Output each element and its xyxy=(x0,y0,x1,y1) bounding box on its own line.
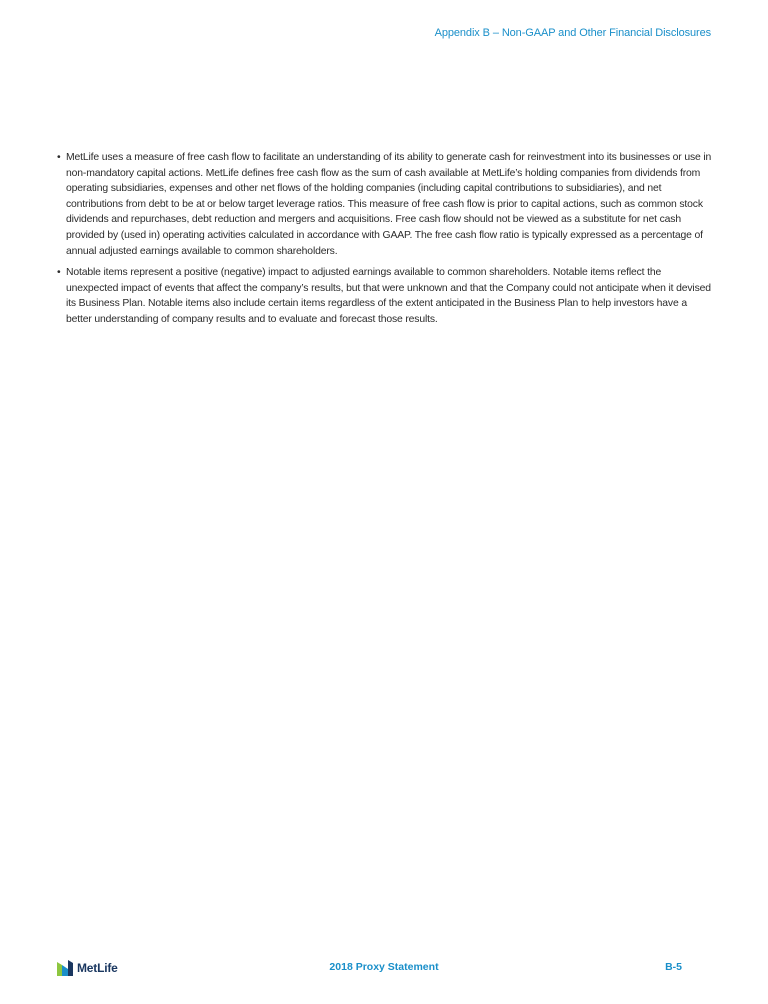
bullet-marker: • xyxy=(57,267,61,279)
document-title: 2018 Proxy Statement xyxy=(329,961,439,973)
bullet-text: MetLife uses a measure of free cash flow to facilitate an understanding of its ability to generate cash for reinvestment into its businesses or use in non-mandatory capital actions. MetLife defines free cash flow as the sum of cash available at MetLife’s holding companies from dividends from operating subsidiaries, expenses and other net flows of the holding companies (including capital contributions to subsidiaries), and net contributions from debt to be at or below target leverage ratios. This measure of free cash flow is prior to capital actions, such as common stock dividends and repurchases, debt reduction and mergers and acquisitions. Free cash flow should not be viewed as a substitute for net cash provided by (used in) operating activities calculated in accordance with GAAP. The free cash flow ratio is typically expressed as a percentage of annual adjusted earnings available to common shareholders. xyxy=(66,152,712,257)
page-number: B-5 xyxy=(665,961,682,973)
bullet-text: Notable items represent a positive (negative) impact to adjusted earnings available to common shareholders. Notable items reflect the unexpected impact of events that affect the company’s results, but that were unknown and that the Company could not anticipate when it devised its Business Plan. Notable items also include certain items regardless of the extent anticipated in the Business Plan to help investors have a better understanding of company results and to evaluate and forecast those results. xyxy=(66,267,711,325)
document-body xyxy=(57,150,712,334)
section-header: Appendix B – Non-GAAP and Other Financial Disclosures xyxy=(434,27,711,39)
logo-wordmark: MetLife xyxy=(77,961,118,975)
bullet-notable-items xyxy=(57,265,712,327)
page-footer xyxy=(0,958,768,978)
bullet-marker: • xyxy=(57,152,61,163)
bullet-free-cash-flow xyxy=(57,150,712,259)
